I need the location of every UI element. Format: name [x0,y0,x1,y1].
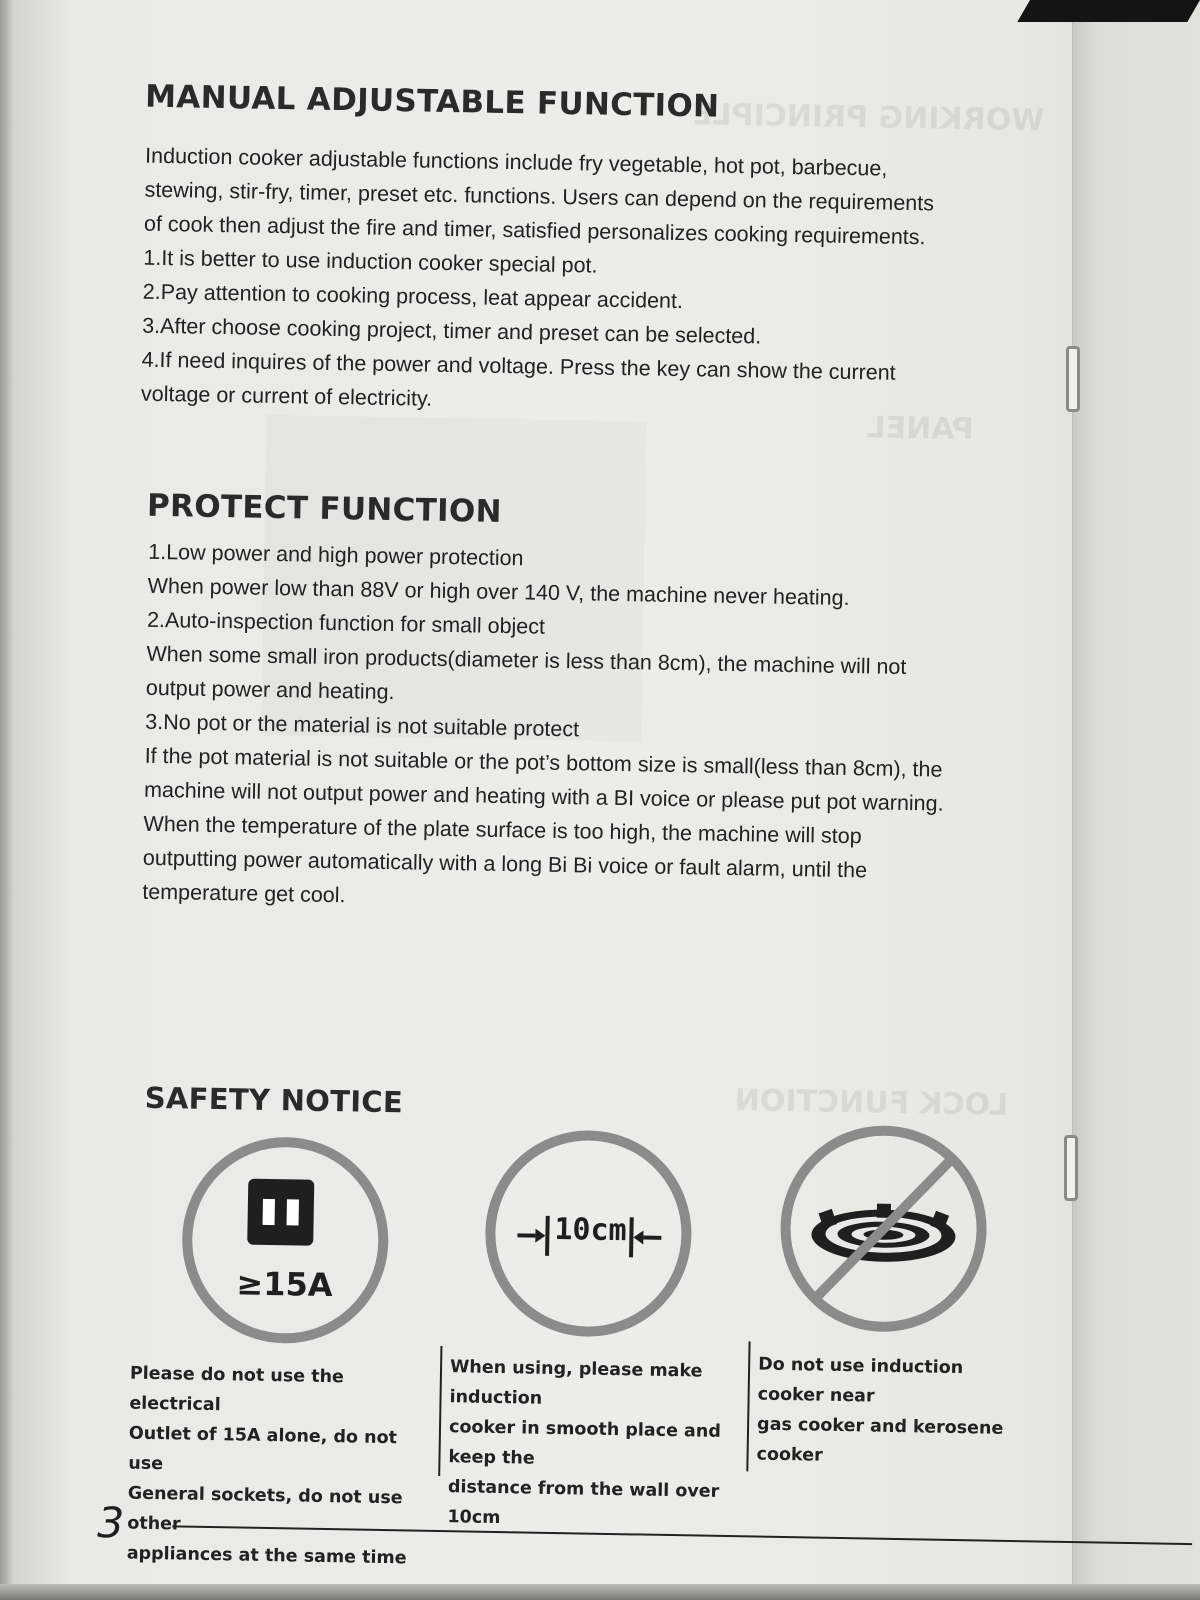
text-line: 2.Auto-inspection function for small object [146,607,546,639]
safety-notice-heading: SAFETY NOTICE [144,1080,404,1120]
text-line: 3.After choose cooking project, timer and preset can be selected. [142,313,762,349]
protect-function-text [142,535,1028,924]
text-line: 4.If need inquires of the power and voltage. Press the key can show the current [141,347,896,385]
text-line: 2.Pay attention to cooking process, leat appear accident. [142,279,684,314]
manual-function-heading: MANUAL ADJUSTABLE FUNCTION [144,78,720,125]
protect-function-heading: PROTECT FUNCTION [146,487,503,530]
text-line: outputting power automatically with a long Bi Bi voice or fault alarm, until the [142,845,868,883]
text-line: output power and heating. [145,675,395,705]
text-line: 1.Low power and high power protection [148,539,524,571]
no-gas-burner-icon [779,1124,989,1334]
text-line: When power low than 88V or high over 140 V, the machine never heating. [147,573,850,611]
text-line: 3.No pot or the material is not suitable protect [145,709,580,742]
gas-burner-prohibited-symbol [789,1134,978,1323]
caption-line: gas cooker and kerosene cooker [756,1414,1004,1466]
text-line: 1.It is better to use induction cooker special pot. [143,245,598,278]
text-line: stewing, stir-fry, timer, preset etc. functions. Users can depend on the requirements [144,177,935,216]
manual-function-text [141,139,1026,426]
bleed-through-heading: WORKING PRINCIPLE [691,97,1045,139]
caption-outlet [127,1359,431,1574]
caption-distance [447,1352,750,1537]
page-number: 3 [96,1498,125,1548]
caption-divider-1 [438,1346,442,1476]
text-line: When some small iron products(diameter is less than 8cm), the machine will not [146,641,907,680]
caption-line: Outlet of 15A alone, do not use [128,1423,398,1475]
caption-gas [756,1350,1028,1475]
caption-line: appliances at the same time [126,1543,407,1569]
text-line: machine will not output power and heating with a BI voice or please put pot warning. [143,777,944,816]
bleed-through-heading-2: PANEL [866,410,975,448]
text-line: When the temperature of the plate surface is too high, the machine will stop [143,811,862,849]
current-rating-label: ≥15A [236,1264,333,1305]
distance-label: 10cm [554,1211,627,1249]
outlet-icon [180,1135,390,1345]
bleed-through-heading-3: LOCK FUNCTION [734,1083,1009,1123]
caption-line: Please do not use the electrical [129,1363,345,1416]
text-line: Induction cooker adjustable functions include fry vegetable, hot pot, barbecue, [144,143,888,181]
caption-line: cooker in smooth place and keep the [448,1417,721,1469]
wall-distance-icon [484,1129,694,1339]
text-line: If the pot material is not suitable or the pot’s bottom size is small(less than 8cm), the [144,743,943,782]
text-line: of cook then adjust the fire and timer, satisfied personalizes cooking requirements. [143,211,926,250]
text-line: voltage or current of electricity. [140,381,433,411]
safety-icons-row [140,1135,1024,1370]
caption-line: distance from the wall over 10cm [447,1477,720,1529]
outlet-symbol [191,1146,380,1335]
caption-line: When using, please make induction [449,1357,703,1409]
caption-line: Do not use induction cooker near [757,1354,964,1407]
caption-line: General sockets, do not use other [127,1483,403,1535]
text-line: temperature get cool. [142,879,346,908]
